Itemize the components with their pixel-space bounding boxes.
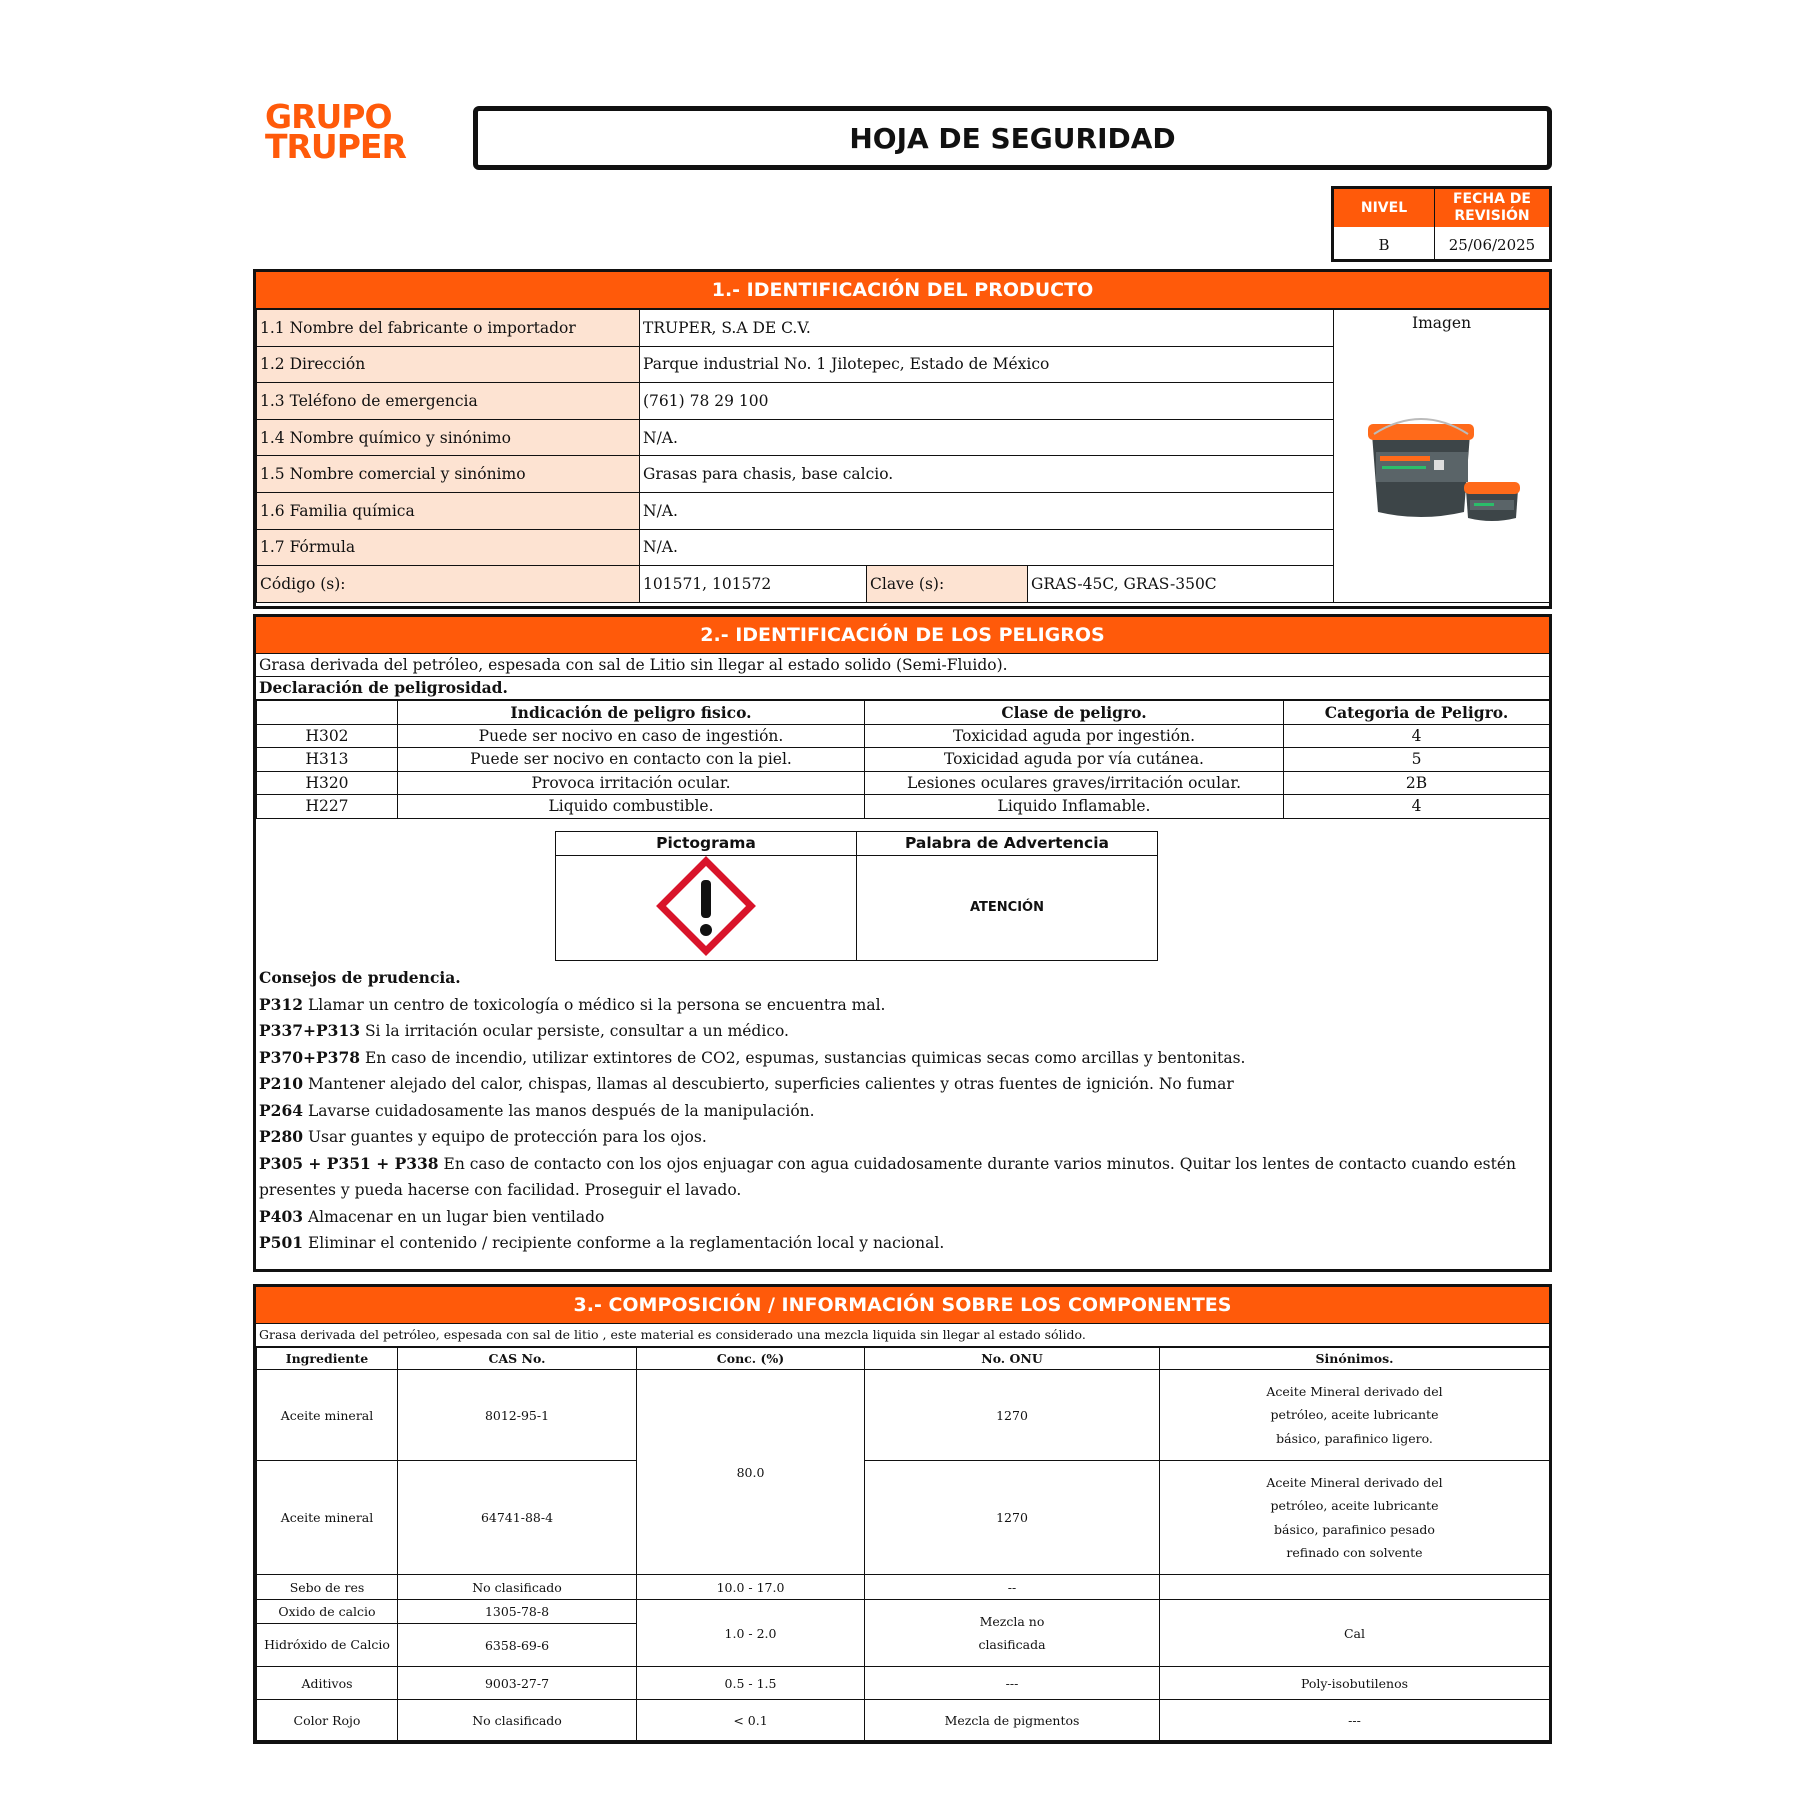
section-product-identification [253,269,1552,609]
concentration: 10.0 - 17.0 [637,1575,865,1600]
hazard-categoria: 2B [1284,771,1550,795]
product-buckets-image [1352,412,1532,532]
precaution-text: Usar guantes y equipo de protección para los ojos. [303,1128,707,1146]
list-item [259,1204,1529,1231]
synonyms: Aceite Mineral derivado del petróleo, aceite lubricante básico, parafinico pesado refinado con solvente [1160,1461,1550,1575]
value-formula: N/A. [640,529,1334,566]
nivel-label: NIVEL [1334,189,1435,227]
composition-table [256,1347,1550,1741]
ingredient: Hidróxido de Calcio [257,1624,398,1667]
table-row [257,1370,1550,1461]
synonyms: Aceite Mineral derivado del petróleo, aceite lubricante básico, parafinico ligero. [1160,1370,1550,1461]
label-familia: 1.6 Familia química [257,492,640,529]
value-familia: N/A. [640,492,1334,529]
nivel-value: B [1334,227,1435,262]
precaution-text: Eliminar el contenido / recipiente conforme a la reglamentación local y nacional. [303,1234,945,1252]
synonyms-header: Sinónimos. [1160,1348,1550,1370]
ingredient: Aceite mineral [257,1461,398,1575]
ingredient-header: Ingrediente [257,1348,398,1370]
brand-line1: GRUPO [265,97,392,136]
cas-number: No clasificado [398,1700,637,1741]
section-composition [253,1284,1552,1744]
value-clave: GRAS-45C, GRAS-350C [1028,566,1334,603]
hazard-code: H227 [257,795,398,819]
concentration: 1.0 - 2.0 [637,1600,865,1667]
section-hazard-identification [253,614,1552,1272]
hazard-indicacion: Liquido combustible. [398,795,865,819]
label-telefono: 1.3 Teléfono de emergencia [257,383,640,420]
cas-number: No clasificado [398,1575,637,1600]
precaution-text: Lavarse cuidadosamente las manos después de la manipulación. [303,1101,815,1120]
hazard-categoria: 4 [1284,795,1550,819]
precaution-code: P312 [259,994,304,1014]
onu-header: No. ONU [865,1348,1160,1370]
ingredient: Aditivos [257,1667,398,1700]
precaution-code: P403 [259,1206,304,1226]
cas-number: 8012-95-1 [398,1370,637,1461]
precaution-code: P280 [259,1127,304,1146]
list-item [259,1071,1529,1098]
table-row [257,1667,1550,1700]
hazard-declaration-heading: Declaración de peligrosidad. [256,677,1549,700]
cas-number: 9003-27-7 [398,1667,637,1700]
hazard-categoria: 5 [1284,748,1550,772]
onu-number: 1270 [865,1370,1160,1461]
revision-box [1331,186,1552,262]
hazard-indicacion: Puede ser nocivo en contacto con la piel. [398,748,865,772]
composition-description: Grasa derivada del petróleo, espesada con sal de litio , este material es considerado una mezcla liquida sin llegar al estado sólido. [256,1324,1549,1347]
brand-line2: TRUPER [265,127,406,166]
list-item [259,992,1529,1019]
hazard-categoria-header: Categoria de Peligro. [1284,701,1550,725]
table-row [257,1600,1550,1624]
precaution-text: Llamar un centro de toxicología o médico si la persona se encuentra mal. [303,995,886,1014]
list-item [259,1018,1529,1045]
hazard-clase: Liquido Inflamable. [865,795,1284,819]
hazard-indicacion: Puede ser nocivo en caso de ingestión. [398,724,865,748]
concentration: < 0.1 [637,1700,865,1741]
cas-number: 1305-78-8 [398,1600,637,1624]
exclamation-hazard-icon [656,856,756,956]
onu-number: --- [865,1667,1160,1700]
ingredient: Oxido de calcio [257,1600,398,1624]
list-item [259,1098,1529,1125]
image-label: Imagen [1411,314,1472,332]
precaution-code: P370+P378 [259,1047,361,1067]
fecha-value: 25/06/2025 [1448,235,1536,254]
precaution-code: P264 [259,1100,304,1120]
synonyms: Poly-isobutilenos [1160,1667,1550,1700]
ingredient: Aceite mineral [257,1370,398,1461]
document-title: HOJA DE SEGURIDAD [473,106,1552,170]
precaution-code: P337+P313 [259,1021,361,1040]
table-row [257,1461,1550,1575]
section-1-title: 1.- IDENTIFICACIÓN DEL PRODUCTO [256,272,1549,309]
signal-word: ATENCIÓN [857,855,1158,960]
ingredient: Sebo de res [257,1575,398,1600]
product-image-cell [1334,310,1550,603]
hazard-categoria: 4 [1284,724,1550,748]
cas-header: CAS No. [398,1348,637,1370]
hazard-clase: Lesiones oculares graves/irritación ocular. [865,771,1284,795]
precaution-text: Almacenar en un lugar bien ventilado [303,1207,605,1226]
hazard-code: H320 [257,771,398,795]
onu-number: Mezcla de pigmentos [865,1700,1160,1741]
precaution-text: Si la irritación ocular persiste, consultar a un médico. [360,1022,789,1040]
onu-number: 1270 [865,1461,1160,1575]
concentration: 0.5 - 1.5 [637,1667,865,1700]
table-row [257,1575,1550,1600]
fecha-label: FECHA DE REVISIÓN [1452,191,1531,224]
precaution-list [259,965,1529,1257]
synonyms: --- [1160,1700,1550,1741]
cas-number: 64741-88-4 [398,1461,637,1575]
hazard-code: H302 [257,724,398,748]
hazard-indicacion: Provoca irritación ocular. [398,771,865,795]
section-2-title: 2.- IDENTIFICACIÓN DE LOS PELIGROS [256,617,1549,654]
value-telefono: (761) 78 29 100 [640,383,1334,420]
precaution-heading: Consejos de prudencia. [259,968,461,987]
hazard-table [256,700,1550,819]
table-row [257,1700,1550,1741]
hazard-clase: Toxicidad aguda por vía cutánea. [865,748,1284,772]
label-nombre-comercial: 1.5 Nombre comercial y sinónimo [257,456,640,493]
pictogram-table [555,831,1158,961]
table-row [257,771,1550,795]
list-item [259,1230,1529,1257]
hazard-clase-header: Clase de peligro. [865,701,1284,725]
hazard-clase: Toxicidad aguda por ingestión. [865,724,1284,748]
list-item [259,1124,1529,1151]
ingredient: Color Rojo [257,1700,398,1741]
table-row [257,724,1550,748]
table-row [257,748,1550,772]
hazard-description: Grasa derivada del petróleo, espesada con sal de Litio sin llegar al estado solido (Semi-Fluido). [256,654,1549,677]
label-fabricante: 1.1 Nombre del fabricante o importador [257,310,640,347]
pictogram-cell [556,855,857,960]
hazard-code: H313 [257,748,398,772]
concentration: 80.0 [637,1370,865,1575]
list-item [259,1045,1529,1072]
synonyms [1160,1575,1550,1600]
hazard-code-header [257,701,398,725]
list-item [259,1151,1529,1204]
precaution-code: P501 [259,1233,304,1252]
label-clave: Clave (s): [867,566,1028,603]
value-nombre-quimico: N/A. [640,419,1334,456]
onu-number: -- [865,1575,1160,1600]
pictogram-header: Pictograma [556,832,857,856]
precaution-code: P210 [259,1074,304,1093]
value-direccion: Parque industrial No. 1 Jilotepec, Estado de México [640,346,1334,383]
conc-header: Conc. (%) [637,1348,865,1370]
signal-word-header: Palabra de Advertencia [857,832,1158,856]
synonyms: Cal [1160,1600,1550,1667]
brand-logo [265,97,440,166]
label-nombre-quimico: 1.4 Nombre químico y sinónimo [257,419,640,456]
table-row [257,795,1550,819]
label-codigo: Código (s): [257,566,640,603]
precaution-text: Mantener alejado del calor, chispas, llamas al descubierto, superficies calientes y otras fuentes de ignición. No fumar [303,1075,1234,1093]
hazard-indicacion-header: Indicación de peligro fisico. [398,701,865,725]
precaution-text: En caso de contacto con los ojos enjuagar con agua cuidadosamente durante varios minutos. Quitar los lentes de contacto cuando estén presentes y pueda hacerse con facilidad. Proseguir el lavado. [259,1154,1517,1199]
label-direccion: 1.2 Dirección [257,346,640,383]
value-nombre-comercial: Grasas para chasis, base calcio. [640,456,1334,493]
precaution-code: P305 + P351 + P338 [259,1153,439,1173]
value-codigo: 101571, 101572 [640,566,867,603]
onu-number: Mezcla no clasificada [865,1600,1160,1667]
cas-number: 6358-69-6 [398,1624,637,1667]
precaution-text: En caso de incendio, utilizar extintores de CO2, espumas, sustancias quimicas secas como arcillas y bentonitas. [360,1048,1246,1067]
value-fabricante: TRUPER, S.A DE C.V. [640,310,1334,347]
section-3-title: 3.- COMPOSICIÓN / INFORMACIÓN SOBRE LOS COMPONENTES [256,1287,1549,1324]
label-formula: 1.7 Fórmula [257,529,640,566]
